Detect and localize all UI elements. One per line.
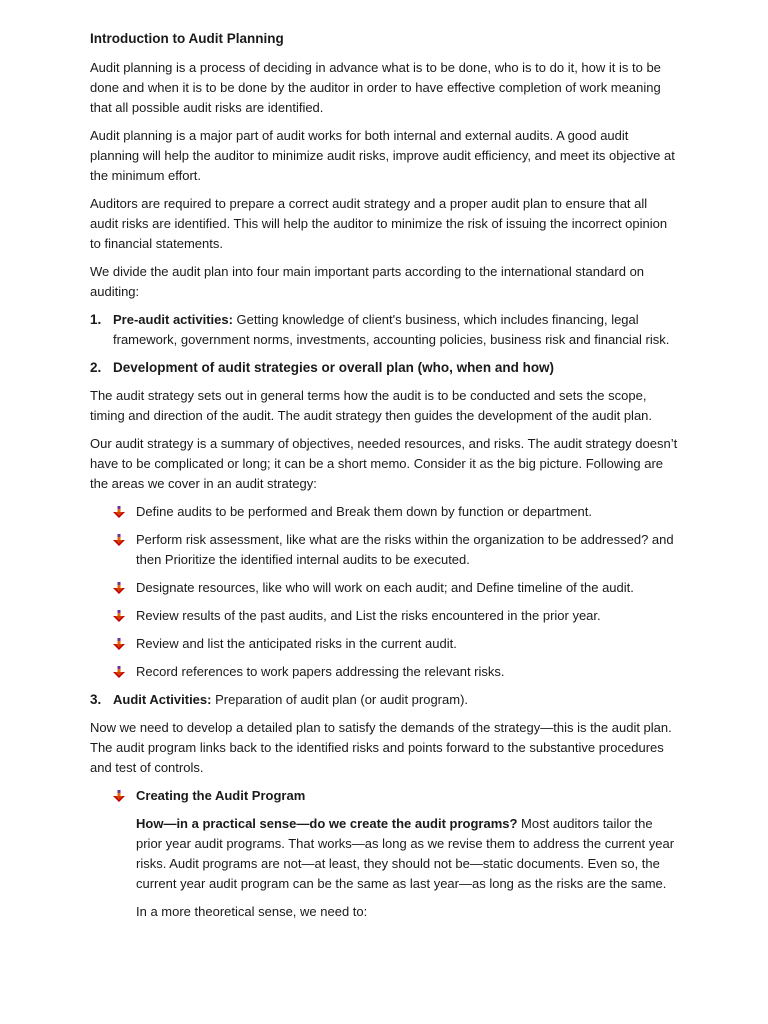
list-item: Designate resources, like who will work on each audit; and Define timeline of the audit.: [112, 578, 678, 598]
arrow-down-bullet-icon: [112, 634, 136, 654]
list-item: Review results of the past audits, and List the risks encountered in the prior year.: [112, 606, 678, 626]
item-text: Preparation of audit plan (or audit program).: [211, 692, 469, 707]
program-answer: Most auditors tailor the prior year audit programs. That works—as long as we revise them to address the current year risks. Audit programs are not—at least, they should not be—static documents. Even so, the current year audit program can be the same as last year—as long as the risks are the same.: [136, 816, 675, 891]
item-text: Getting knowledge of client's business, which includes financing, legal framework, government norms, investments, accounting policies, business risk and financial risk.: [113, 312, 670, 347]
numbered-item-2: [90, 358, 678, 378]
intro-paragraph-1: Audit planning is a process of deciding in advance what is to be done, who is to do it, how it is to be done and when it is to be done by the auditor in order to have effective completion of work meaning that all possible audit risks are identified.: [90, 60, 661, 115]
arrow-down-bullet-icon: [112, 530, 136, 550]
strategy-paragraph-1: The audit strategy sets out in general terms how the audit is to be conducted and sets the scope, timing and direction of the audit. The audit strategy then guides the development of the audit plan.: [90, 388, 653, 423]
strategy-paragraph-2: Our audit strategy is a summary of objectives, needed resources, and risks. The audit strategy doesn’t have to be complicated or long; it can be a short memo. Consider it as the big picture. Following are the areas we cover in an audit strategy:: [90, 436, 678, 491]
intro-paragraph-4: We divide the audit plan into four main important parts according to the international standard on auditing:: [90, 264, 645, 299]
arrow-down-bullet-icon: [112, 786, 136, 806]
arrow-down-bullet-icon: [112, 578, 136, 598]
item-number: 3.: [90, 692, 102, 707]
list-item: Perform risk assessment, like what are the risks within the organization to be addressed? and then Prioritize the identified internal audits to be executed.: [112, 530, 678, 570]
item-body: [113, 310, 678, 350]
item-body: [113, 690, 678, 710]
document-title: Introduction to Audit Planning: [90, 31, 284, 46]
plan-paragraph: Now we need to develop a detailed plan to satisfy the demands of the strategy—this is the audit plan. The audit program links back to the identified risks and points forward to the substantive procedures and test of controls.: [90, 720, 672, 775]
program-details: [136, 814, 678, 922]
item-number: 1.: [90, 312, 102, 327]
arrow-down-bullet-icon: [112, 502, 136, 522]
arrow-down-bullet-icon: [112, 606, 136, 626]
intro-paragraph-2: Audit planning is a major part of audit works for both internal and external audits. A good audit planning will help the auditor to minimize audit risks, improve audit efficiency, and meet its objective at the minimum effort.: [90, 128, 675, 183]
intro-paragraph-3: Auditors are required to prepare a correct audit strategy and a proper audit plan to ensure that all audit risks are identified. This will help the auditor to minimize the risk of issuing the incorrect opinion to financial statements.: [90, 196, 668, 251]
strategy-bullet-list: [112, 502, 678, 682]
program-heading: Creating the Audit Program: [136, 788, 306, 803]
item-label: Audit Activities:: [113, 692, 212, 707]
list-item: Define audits to be performed and Break them down by function or department.: [112, 502, 678, 522]
program-paragraph: [136, 814, 678, 894]
item-label: Pre-audit activities:: [113, 312, 233, 327]
list-item: [112, 786, 678, 806]
numbered-item-3: [90, 690, 678, 710]
program-bullet-list: [112, 786, 678, 806]
item-heading: Development of audit strategies or overall plan (who, when and how): [113, 360, 555, 375]
program-theory: In a more theoretical sense, we need to:: [136, 904, 368, 919]
list-item: Record references to work papers addressing the relevant risks.: [112, 662, 678, 682]
arrow-down-bullet-icon: [112, 662, 136, 682]
program-question: How—in a practical sense—do we create the audit programs?: [136, 816, 518, 831]
list-item: Review and list the anticipated risks in the current audit.: [112, 634, 678, 654]
numbered-item-1: [90, 310, 678, 350]
item-number: 2.: [90, 360, 102, 375]
